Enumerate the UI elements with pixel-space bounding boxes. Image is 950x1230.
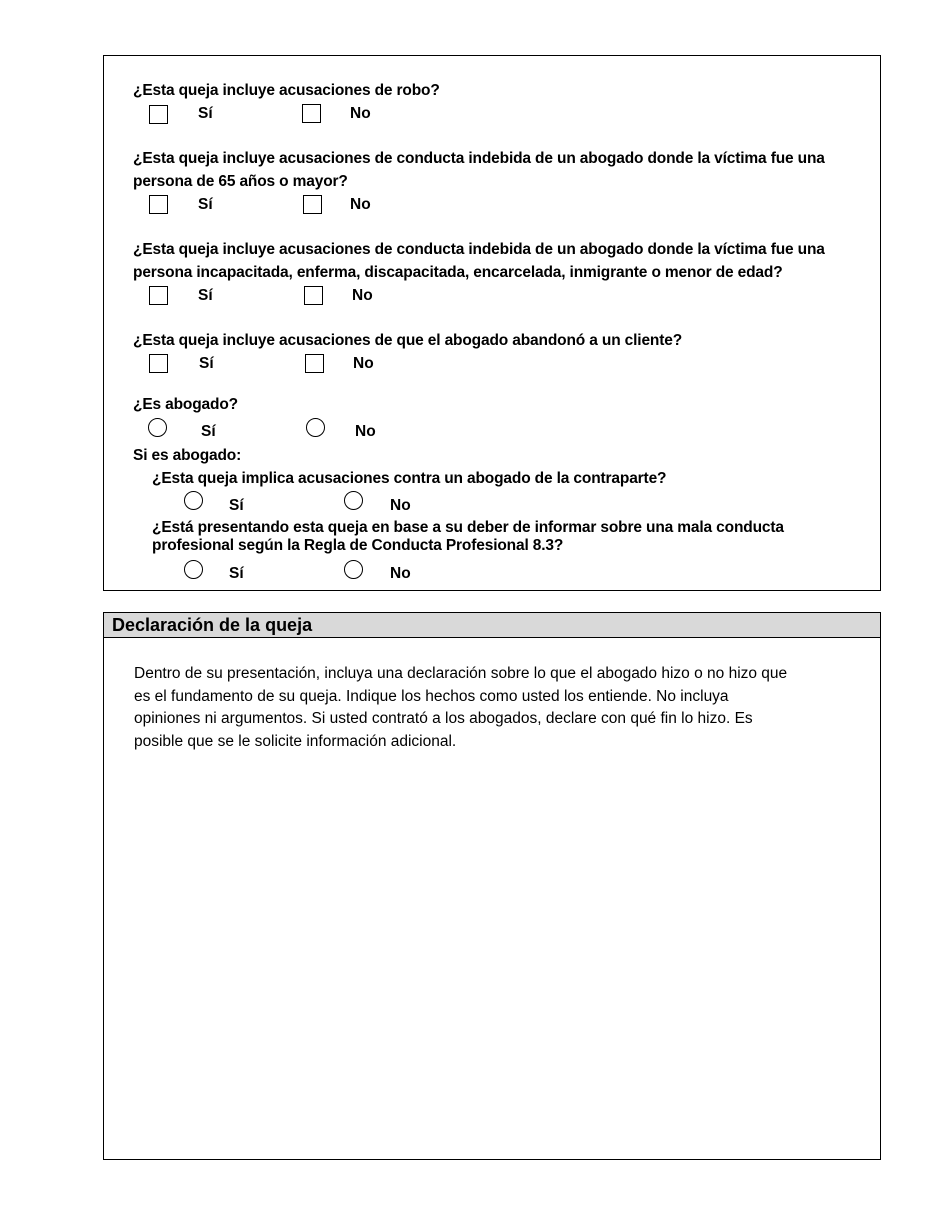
question-mayor-line2: persona de 65 años o mayor?	[133, 173, 348, 190]
questions-box	[103, 55, 881, 591]
mayor-yes-label: Sí	[198, 196, 213, 213]
section-title: Declaración de la queja	[112, 615, 313, 635]
es-abogado-no-label: No	[355, 423, 376, 440]
question-robo: ¿Esta queja incluye acusaciones de robo?	[133, 82, 440, 99]
declaracion-instructions	[134, 663, 869, 753]
contraparte-yes-label: Sí	[229, 497, 244, 514]
question-incapacitada-line2: persona incapacitada, enferma, discapacitada, encarcelada, inmigrante o menor de edad?	[133, 264, 783, 281]
robo-no-label: No	[350, 105, 371, 122]
question-regla-line2: profesional según la Regla de Conducta Profesional 8.3?	[152, 537, 564, 554]
regla-yes-radio[interactable]	[184, 560, 203, 579]
regla-no-label: No	[390, 565, 411, 582]
question-es-abogado: ¿Es abogado?	[133, 396, 238, 413]
robo-no-checkbox[interactable]	[302, 104, 321, 123]
instruction-line-3: opiniones ni argumentos. Si usted contrató a los abogados, declare con qué fin lo hizo. Es	[134, 710, 753, 727]
contraparte-no-radio[interactable]	[344, 491, 363, 510]
question-contraparte: ¿Esta queja implica acusaciones contra un abogado de la contraparte?	[152, 470, 667, 487]
es-abogado-no-radio[interactable]	[306, 418, 325, 437]
question-abandono: ¿Esta queja incluye acusaciones de que el abogado abandonó a un cliente?	[133, 332, 683, 349]
regla-yes-label: Sí	[229, 565, 244, 582]
section-header	[104, 613, 880, 638]
question-regla-line1: ¿Está presentando esta queja en base a su deber de informar sobre una mala conducta	[152, 519, 784, 536]
mayor-no-label: No	[350, 196, 371, 213]
robo-yes-checkbox[interactable]	[149, 105, 168, 124]
incapacitada-no-label: No	[352, 287, 373, 304]
incapacitada-yes-label: Sí	[198, 287, 213, 304]
declaracion-textarea[interactable]	[112, 753, 872, 1151]
contraparte-yes-radio[interactable]	[184, 491, 203, 510]
regla-no-radio[interactable]	[344, 560, 363, 579]
es-abogado-yes-radio[interactable]	[148, 418, 167, 437]
question-incapacitada-line1: ¿Esta queja incluye acusaciones de conducta indebida de un abogado donde la víctima fue una	[133, 241, 825, 258]
si-es-abogado-label: Si es abogado:	[133, 447, 242, 464]
contraparte-no-label: No	[390, 497, 411, 514]
mayor-no-checkbox[interactable]	[303, 195, 322, 214]
incapacitada-no-checkbox[interactable]	[304, 286, 323, 305]
instruction-line-1: Dentro de su presentación, incluya una declaración sobre lo que el abogado hizo o no hizo que	[134, 665, 788, 682]
declaracion-box	[103, 612, 881, 1160]
abandono-no-checkbox[interactable]	[305, 354, 324, 373]
instruction-line-2: es el fundamento de su queja. Indique los hechos como usted los entiende. No incluya	[134, 687, 729, 705]
instruction-line-4: posible que se le solicite información adicional.	[134, 732, 457, 750]
es-abogado-yes-label: Sí	[201, 423, 216, 440]
abandono-yes-checkbox[interactable]	[149, 354, 168, 373]
abandono-yes-label: Sí	[199, 355, 214, 372]
incapacitada-yes-checkbox[interactable]	[149, 286, 168, 305]
mayor-yes-checkbox[interactable]	[149, 195, 168, 214]
robo-yes-label: Sí	[198, 105, 213, 122]
question-mayor-line1: ¿Esta queja incluye acusaciones de conducta indebida de un abogado donde la víctima fue una	[133, 150, 825, 167]
abandono-no-label: No	[353, 355, 374, 372]
